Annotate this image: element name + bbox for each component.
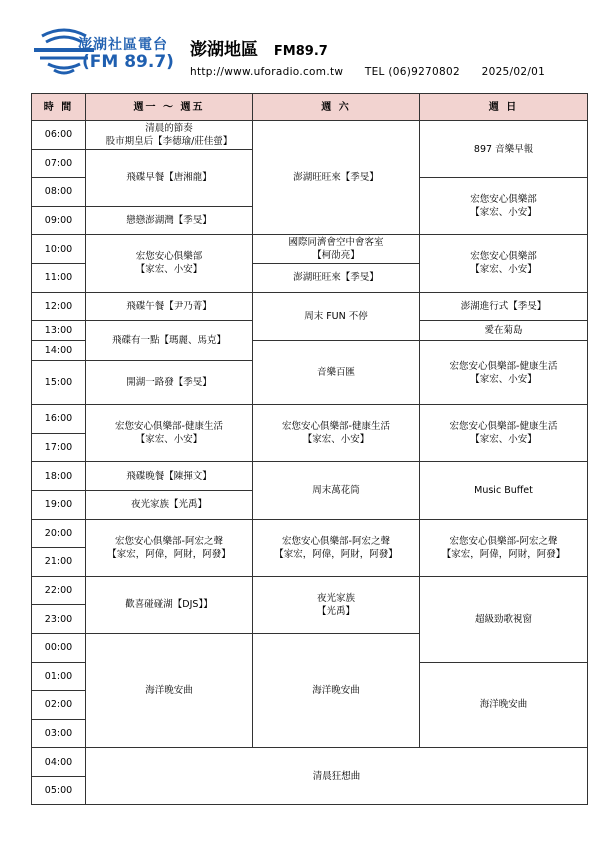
program-cell: 宏您安心俱樂部-健康生活 【家宏、小安】 bbox=[420, 405, 588, 462]
table-header-row bbox=[32, 94, 588, 121]
station-logo bbox=[34, 24, 184, 84]
column-header-saturday: 週 六 bbox=[253, 94, 420, 121]
time-cell: 09:00 bbox=[32, 206, 86, 235]
program-cell: 清晨的節奏 股市期皇后【李德瑜/莊佳螢】 bbox=[86, 121, 253, 150]
program-cell: 宏您安心俱樂部-健康生活 【家宏、小安】 bbox=[420, 341, 588, 405]
website-url: http://www.uforadio.com.tw bbox=[190, 66, 344, 78]
time-cell: 16:00 bbox=[32, 405, 86, 434]
program-cell: 愛在菊島 bbox=[420, 321, 588, 341]
program-cell: 歡喜碰碰湖【DJS】】 bbox=[86, 576, 253, 633]
time-cell: 04:00 bbox=[32, 748, 86, 777]
program-cell: 音樂百匯 bbox=[253, 341, 420, 405]
program-cell: 夜光家族 【光禹】 bbox=[253, 576, 420, 633]
telephone: TEL (06)9270802 bbox=[364, 66, 460, 78]
table-row bbox=[32, 292, 588, 321]
time-cell: 01:00 bbox=[32, 662, 86, 691]
schedule-date: 2025/02/01 bbox=[481, 66, 546, 78]
frequency-label: FM89.7 bbox=[273, 44, 328, 59]
program-cell: 宏您安心俱樂部-阿宏之聲 【家宏，阿偉，阿財，阿發】 bbox=[253, 519, 420, 576]
page-title bbox=[190, 35, 328, 60]
column-header-sunday: 週 日 bbox=[420, 94, 588, 121]
program-cell: 周末 FUN 不停 bbox=[253, 292, 420, 341]
time-cell: 08:00 bbox=[32, 178, 86, 207]
program-cell: 飛碟晚餐【陳揮文】 bbox=[86, 462, 253, 491]
time-cell: 05:00 bbox=[32, 776, 86, 805]
program-cell: 飛碟午餐【尹乃菁】 bbox=[86, 292, 253, 321]
table-row bbox=[32, 235, 588, 264]
table-row bbox=[32, 121, 588, 150]
time-cell: 03:00 bbox=[32, 719, 86, 748]
program-cell: 宏您安心俱樂部 【家宏、小安】 bbox=[86, 235, 253, 292]
time-cell: 11:00 bbox=[32, 263, 86, 292]
program-cell: Music Buffet bbox=[420, 462, 588, 519]
program-cell: 澎湖旺旺來【季旻】 bbox=[253, 121, 420, 235]
program-cell: 海洋晚安曲 bbox=[253, 633, 420, 747]
program-cell: 飛碟早餐【唐湘龍】 bbox=[86, 149, 253, 206]
table-row bbox=[32, 405, 588, 434]
program-cell: 戀戀澎湖灣【季旻】 bbox=[86, 206, 253, 235]
time-cell: 18:00 bbox=[32, 462, 86, 491]
time-cell: 19:00 bbox=[32, 490, 86, 519]
program-cell: 宏您安心俱樂部-阿宏之聲 【家宏，阿偉，阿財，阿發】 bbox=[86, 519, 253, 576]
column-header-weekday: 週一 ～ 週五 bbox=[86, 94, 253, 121]
time-cell: 14:00 bbox=[32, 341, 86, 361]
time-cell: 00:00 bbox=[32, 633, 86, 662]
program-cell: 897 音樂早報 bbox=[420, 121, 588, 178]
time-cell: 06:00 bbox=[32, 121, 86, 150]
table-row bbox=[32, 462, 588, 491]
table-row bbox=[32, 576, 588, 605]
time-cell: 07:00 bbox=[32, 149, 86, 178]
program-cell: 海洋晚安曲 bbox=[420, 662, 588, 748]
time-cell: 10:00 bbox=[32, 235, 86, 264]
program-cell: 澎湖旺旺來【季旻】 bbox=[253, 263, 420, 292]
table-row bbox=[32, 519, 588, 548]
program-cell: 宏您安心俱樂部-健康生活 【家宏、小安】 bbox=[253, 405, 420, 462]
table-row bbox=[32, 748, 588, 777]
program-cell: 清晨狂想曲 bbox=[86, 748, 588, 805]
program-cell: 飛碟有一點【瑪麗、馬克】 bbox=[86, 321, 253, 361]
time-cell: 17:00 bbox=[32, 433, 86, 462]
program-schedule-table bbox=[31, 93, 588, 805]
column-header-time: 時 間 bbox=[32, 94, 86, 121]
program-cell: 宏您安心俱樂部 【家宏、小安】 bbox=[420, 235, 588, 292]
logo-station-name: 澎湖社區電台 bbox=[78, 37, 168, 53]
program-cell: 周末萬花筒 bbox=[253, 462, 420, 519]
program-cell: 國際同濟會空中會客室 【柯劭亮】 bbox=[253, 235, 420, 264]
time-cell: 02:00 bbox=[32, 691, 86, 720]
program-cell: 澎湖進行式【季旻】 bbox=[420, 292, 588, 321]
program-cell: 超級勁歌視窗 bbox=[420, 576, 588, 662]
logo-frequency: (FM 89.7) bbox=[82, 52, 174, 72]
time-cell: 21:00 bbox=[32, 548, 86, 577]
program-cell: 宏您安心俱樂部-阿宏之聲 【家宏，阿偉，阿財，阿發】 bbox=[420, 519, 588, 576]
time-cell: 22:00 bbox=[32, 576, 86, 605]
contact-line bbox=[190, 66, 563, 78]
program-cell: 夜光家族【光禹】 bbox=[86, 490, 253, 519]
page-header bbox=[0, 0, 596, 90]
program-cell: 宏您安心俱樂部-健康生活 【家宏、小安】 bbox=[86, 405, 253, 462]
time-cell: 15:00 bbox=[32, 361, 86, 405]
time-cell: 12:00 bbox=[32, 292, 86, 321]
program-cell: 宏您安心俱樂部 【家宏、小安】 bbox=[420, 178, 588, 235]
program-cell: 海洋晚安曲 bbox=[86, 633, 253, 747]
time-cell: 13:00 bbox=[32, 321, 86, 341]
time-cell: 20:00 bbox=[32, 519, 86, 548]
region-title: 澎湖地區 bbox=[190, 40, 258, 60]
program-cell: 開湖一路發【季旻】 bbox=[86, 361, 253, 405]
time-cell: 23:00 bbox=[32, 605, 86, 634]
